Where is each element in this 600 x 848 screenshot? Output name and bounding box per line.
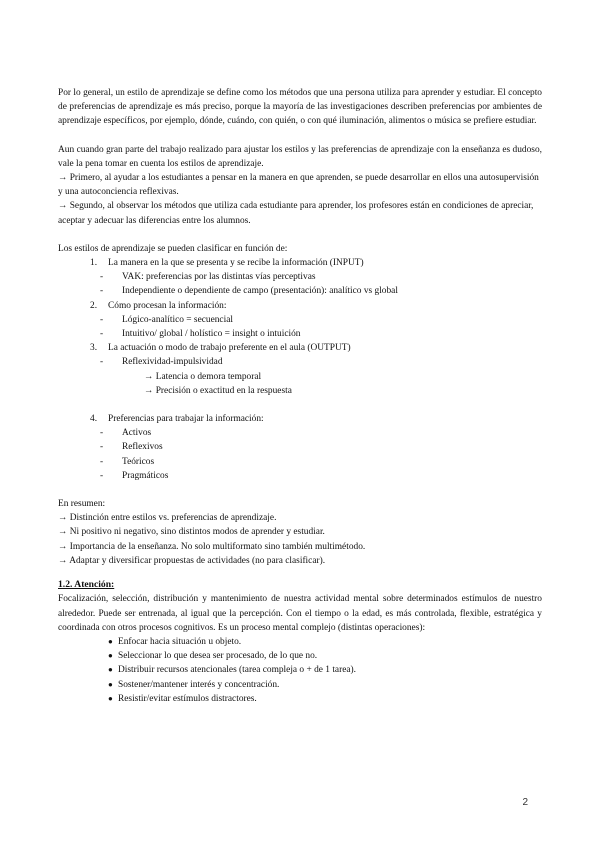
- summary-line: → Adaptar y diversificar propuestas de actividades (no para clasificar).: [58, 555, 326, 566]
- sublist-item-text: Reflexivos: [122, 442, 163, 453]
- sublist-item-text: Independiente o dependiente de campo (presentación): analítico vs global: [122, 286, 398, 297]
- sublist-item-text: Lógico-analítico = secuencial: [122, 314, 233, 325]
- sublist-item: - Independiente o dependiente de campo (presentación): analítico vs global: [100, 286, 398, 297]
- sublist-item: - Reflexividad-impulsividad: [100, 357, 223, 368]
- list-number: 2.: [90, 300, 98, 311]
- bullet-icon: ●: [108, 651, 113, 661]
- list-number: 3.: [90, 343, 98, 354]
- summary-line: → Importancia de la enseñanza. No solo multiformato sino también multimétodo.: [58, 541, 366, 552]
- list-item-text: La manera en la que se presenta y se recibe la información (INPUT): [108, 258, 364, 269]
- summary-title: En resumen:: [58, 499, 106, 510]
- attention-paragraph: Focalización, selección, distribución y mantenimiento de nuestra actividad mental sobre determinados estímulos de nuestro alrededor. Puede ser entrenada, al igual que la percepción. Con el tiempo o la edad, es más controlada, flexible, estratégica y coordinada con otros procesos cognitivos. Es un proceso mental complejo (distintas operaciones):: [58, 594, 542, 633]
- bullet-text: Resistir/evitar estímulos distractores.: [118, 693, 257, 704]
- sublist-item-text: Reflexividad-impulsividad: [122, 357, 223, 368]
- bullet-text: Seleccionar lo que desea ser procesado, de lo que no.: [118, 651, 318, 662]
- bullet-text: Enfocar hacia situación u objeto.: [118, 636, 242, 647]
- list-item-text: La actuación o modo de trabajo preferente en el aula (OUTPUT): [108, 343, 351, 354]
- sublist-item: - Teóricos: [100, 456, 155, 467]
- sublist-item-text: Activos: [122, 428, 152, 439]
- sublist-item: - Pragmáticos: [100, 470, 169, 481]
- list-item: [58, 256, 542, 270]
- bullet-icon: ●: [108, 665, 113, 675]
- list-item: [58, 299, 542, 313]
- sublist-item: - Intuitivo/ global / holístico = insight o intuición: [100, 329, 301, 340]
- bullet-text: Sostener/mantener interés y concentración.: [118, 679, 280, 690]
- sublist-item-text: VAK: preferencias por las distintas vías perceptivas: [122, 272, 316, 283]
- intro-paragraph: Por lo general, un estilo de aprendizaje se define como los métodos que una persona utiliza para aprender y estudiar. El concepto de preferencias de aprendizaje es más preciso, porque la mayoría de las investigaciones describen preferencias por ambientes de aprendizaje específicos, por ejemplo, dónde, cuándo, con quién, o con qué iluminación, alimentos o música se prefiere estudiar.: [58, 88, 542, 127]
- sublist-item-text: Intuitivo/ global / holístico = insight o intuición: [122, 329, 301, 340]
- list-number: 4.: [90, 414, 98, 425]
- sublist-item-text: Teóricos: [122, 456, 155, 467]
- styles-paragraph: Aun cuando gran parte del trabajo realizado para ajustar los estilos y las preferencias de aprendizaje con la enseñanza es dudoso, vale la pena tomar en cuenta los estilos de aprendizaje.: [58, 144, 542, 169]
- bullet-icon: ●: [108, 636, 113, 646]
- classification-intro: Los estilos de aprendizaje se pueden clasificar en función de:: [58, 243, 288, 254]
- classification-list: [58, 412, 542, 426]
- sublist-item: - Lógico-analítico = secuencial: [100, 314, 233, 325]
- list-item: [58, 341, 542, 355]
- attention-operations-list: [58, 635, 542, 706]
- summary-line: → Ni positivo ni negativo, sino distintos modos de aprender y estudiar.: [58, 527, 325, 538]
- sublist: [58, 426, 542, 483]
- sublist: [58, 355, 542, 369]
- list-item: [58, 692, 542, 706]
- list-item-text: Preferencias para trabajar la información:: [108, 414, 264, 425]
- sublist-item: - Reflexivos: [100, 442, 163, 453]
- arrow-point-second: → Segundo, al observar los métodos que utiliza cada estudiante para aprender, los profesores están en condiciones de apreciar, aceptar y adecuar las diferencias entre los alumnos.: [58, 201, 534, 226]
- arrow-point-first: → Primero, al ayudar a los estudiantes a pensar en la manera en que aprenden, se puede desarrollar en ellos una autosupervisión y una autoconciencia reflexivas.: [58, 173, 539, 198]
- sublist: [58, 313, 542, 341]
- bullet-text: Distribuir recursos atencionales (tarea compleja o + de 1 tarea).: [118, 665, 356, 676]
- list-item: [58, 412, 542, 426]
- bullet-icon: ●: [108, 693, 113, 703]
- classification-list: [58, 341, 542, 355]
- list-item: [58, 678, 542, 692]
- list-item: [58, 635, 542, 649]
- bullet-icon: ●: [108, 679, 113, 689]
- classification-list: [58, 256, 542, 270]
- sublist: [58, 270, 542, 298]
- list-item: [58, 649, 542, 663]
- sublist-item: - Activos: [100, 428, 152, 439]
- classification-list: [58, 299, 542, 313]
- attention-heading: 1.2. Atención:: [58, 579, 115, 591]
- sub-arrow-item: → Latencia o demora temporal: [144, 371, 262, 382]
- list-item: [58, 663, 542, 677]
- list-number: 1.: [90, 258, 98, 269]
- sublist-item-text: Pragmáticos: [122, 470, 169, 481]
- list-item-text: Cómo procesan la información:: [108, 300, 227, 311]
- page-number: 2: [522, 797, 528, 808]
- sublist-item: - VAK: preferencias por las distintas vías perceptivas: [100, 272, 316, 283]
- summary-line: → Distinción entre estilos vs. preferencias de aprendizaje.: [58, 513, 277, 524]
- sub-arrow-item: → Precisión o exactitud en la respuesta: [144, 385, 292, 396]
- document-page: [58, 86, 542, 706]
